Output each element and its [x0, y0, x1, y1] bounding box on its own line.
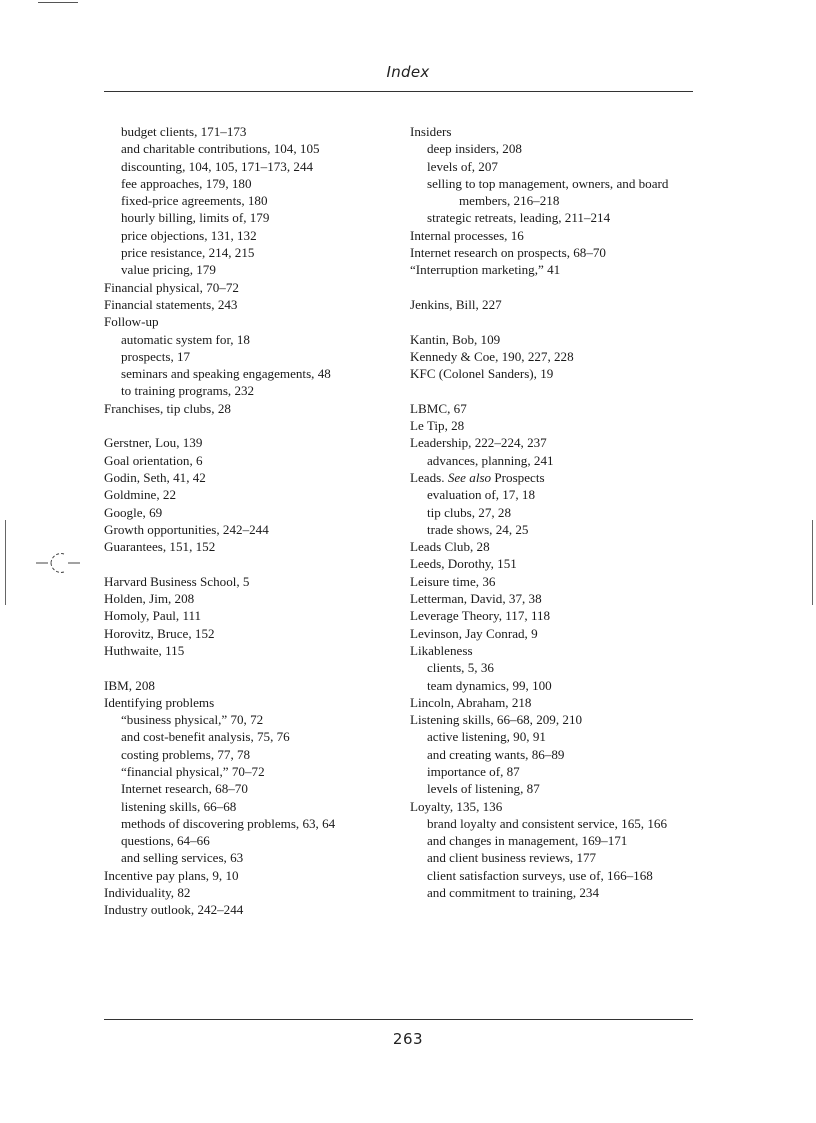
see-also-target: Prospects: [494, 469, 545, 485]
index-entry: Kantin, Bob, 109: [410, 331, 501, 347]
index-subentry: levels of, 207: [427, 158, 498, 174]
index-subentry: hourly billing, limits of, 179: [121, 210, 270, 226]
index-entry: Holden, Jim, 208: [104, 591, 195, 607]
index-entry: Incentive pay plans, 9, 10: [104, 867, 239, 883]
see-also-label: See also: [447, 469, 492, 485]
index-subentry: active listening, 90, 91: [427, 729, 546, 745]
index-subentry: deep insiders, 208: [427, 141, 522, 157]
index-entry: Leads. See also Prospects: [410, 469, 545, 485]
index-entry: Leverage Theory, 117, 118: [410, 608, 551, 624]
index-entry: LBMC, 67: [410, 400, 467, 416]
index-entry: Leadership, 222–224, 237: [410, 435, 547, 451]
index-subentry: and creating wants, 86–89: [427, 746, 565, 762]
index-entry: Gerstner, Lou, 139: [104, 435, 203, 451]
letter-group-gap: [410, 313, 702, 330]
index-entry: Leeds, Dorothy, 151: [410, 556, 517, 572]
index-entry: Industry outlook, 242–244: [104, 902, 244, 918]
scan-edge-left: [5, 520, 6, 605]
letter-group-gap: [104, 417, 396, 434]
scan-edge-right: [812, 520, 813, 605]
index-subentry: listening skills, 66–68: [121, 798, 237, 814]
index-subentry: trade shows, 24, 25: [427, 521, 529, 537]
index-entry: Kennedy & Coe, 190, 227, 228: [410, 348, 574, 364]
index-entry: Identifying problems: [104, 694, 215, 710]
index-subentry: advances, planning, 241: [427, 452, 554, 468]
index-subentry: tip clubs, 27, 28: [427, 504, 512, 520]
index-subentry: price objections, 131, 132: [121, 227, 257, 243]
index-subentry: methods of discovering problems, 63, 64: [121, 815, 336, 831]
index-entry: Google, 69: [104, 504, 163, 520]
index-subentry: price resistance, 214, 215: [121, 245, 255, 261]
index-entry: Follow-up: [104, 314, 159, 330]
index-subentry: team dynamics, 99, 100: [427, 677, 552, 693]
index-entry: IBM, 208: [104, 677, 155, 693]
index-entry: “Interruption marketing,” 41: [410, 262, 561, 278]
index-entry: Godin, Seth, 41, 42: [104, 469, 206, 485]
index-entry: Growth opportunities, 242–244: [104, 521, 269, 537]
index-column-right: [410, 123, 702, 901]
index-subentry: seminars and speaking engagements, 48: [121, 366, 331, 382]
index-entry: Guarantees, 151, 152: [104, 539, 216, 555]
header-rule: [104, 91, 693, 92]
index-entry: Goal orientation, 6: [104, 452, 203, 468]
index-subentry: and charitable contributions, 104, 105: [121, 141, 320, 157]
index-entry: Likableness: [410, 642, 473, 658]
index-entry: Jenkins, Bill, 227: [410, 296, 502, 312]
index-subentry: “business physical,” 70, 72: [121, 712, 264, 728]
index-subentry: and commitment to training, 234: [427, 885, 600, 901]
running-head: Index: [386, 63, 430, 81]
index-subentry: and selling services, 63: [121, 850, 244, 866]
index-entry: Franchises, tip clubs, 28: [104, 400, 231, 416]
crop-mark-top: [38, 2, 78, 3]
index-subentry: clients, 5, 36: [427, 660, 494, 676]
index-entry: Insiders: [410, 124, 452, 139]
index-entry: Financial physical, 70–72: [104, 279, 239, 295]
index-entry: Lincoln, Abraham, 218: [410, 694, 532, 710]
index-subentry: discounting, 104, 105, 171–173, 244: [121, 158, 314, 174]
index-entry: Goldmine, 22: [104, 487, 177, 503]
index-subentry: and cost-benefit analysis, 75, 76: [121, 729, 290, 745]
index-entry: Levinson, Jay Conrad, 9: [410, 625, 538, 641]
index-entry: Individuality, 82: [104, 885, 191, 901]
index-subentry: value pricing, 179: [121, 262, 216, 278]
index-subentry: prospects, 17: [121, 348, 191, 364]
index-entry: Homoly, Paul, 111: [104, 608, 202, 624]
index-subentry: and changes in management, 169–171: [427, 833, 628, 849]
letter-group-gap: [410, 382, 702, 399]
index-subentry: and client business reviews, 177: [427, 850, 597, 866]
index-entry: Loyalty, 135, 136: [410, 798, 503, 814]
index-subentry: budget clients, 171–173: [121, 124, 247, 139]
index-subentry: fee approaches, 179, 180: [121, 175, 252, 191]
index-subentry: to training programs, 232: [121, 383, 255, 399]
index-subentry: selling to top management, owners, and board members, 216–218: [427, 175, 669, 209]
index-entry: Leads Club, 28: [410, 539, 490, 555]
index-entry: Leisure time, 36: [410, 573, 496, 589]
index-subentry: fixed-price agreements, 180: [121, 193, 268, 209]
index-entry: Horovitz, Bruce, 152: [104, 625, 215, 641]
letter-group-gap: [104, 555, 396, 572]
index-subentry: questions, 64–66: [121, 833, 210, 849]
index-subentry: “financial physical,” 70–72: [121, 763, 265, 779]
index-subentry: levels of listening, 87: [427, 781, 540, 797]
index-entry: Internet research on prospects, 68–70: [410, 245, 606, 261]
index-subentry: importance of, 87: [427, 763, 520, 779]
index-entry: Le Tip, 28: [410, 418, 465, 434]
index-subentry: costing problems, 77, 78: [121, 746, 251, 762]
index-subentry: strategic retreats, leading, 211–214: [427, 210, 611, 226]
index-entry: Letterman, David, 37, 38: [410, 591, 542, 607]
index-entry: Financial statements, 243: [104, 296, 238, 312]
index-entry: Internal processes, 16: [410, 227, 524, 243]
index-column-left: [104, 123, 396, 919]
letter-group-gap: [104, 659, 396, 676]
index-entry: Listening skills, 66–68, 209, 210: [410, 712, 583, 728]
letter-group-gap: [410, 279, 702, 296]
page-number: 263: [392, 1030, 424, 1048]
index-entry: Harvard Business School, 5: [104, 573, 250, 589]
footer-rule: [104, 1019, 693, 1020]
index-subentry: brand loyalty and consistent service, 165, 166: [427, 815, 667, 831]
registration-mark-icon: [34, 549, 82, 577]
index-subentry: Internet research, 68–70: [121, 781, 248, 797]
index-entry: Huthwaite, 115: [104, 642, 185, 658]
index-subentry: evaluation of, 17, 18: [427, 487, 535, 503]
index-subentry: automatic system for, 18: [121, 331, 250, 347]
index-entry: KFC (Colonel Sanders), 19: [410, 366, 554, 382]
index-subentry: client satisfaction surveys, use of, 166–168: [427, 867, 653, 883]
